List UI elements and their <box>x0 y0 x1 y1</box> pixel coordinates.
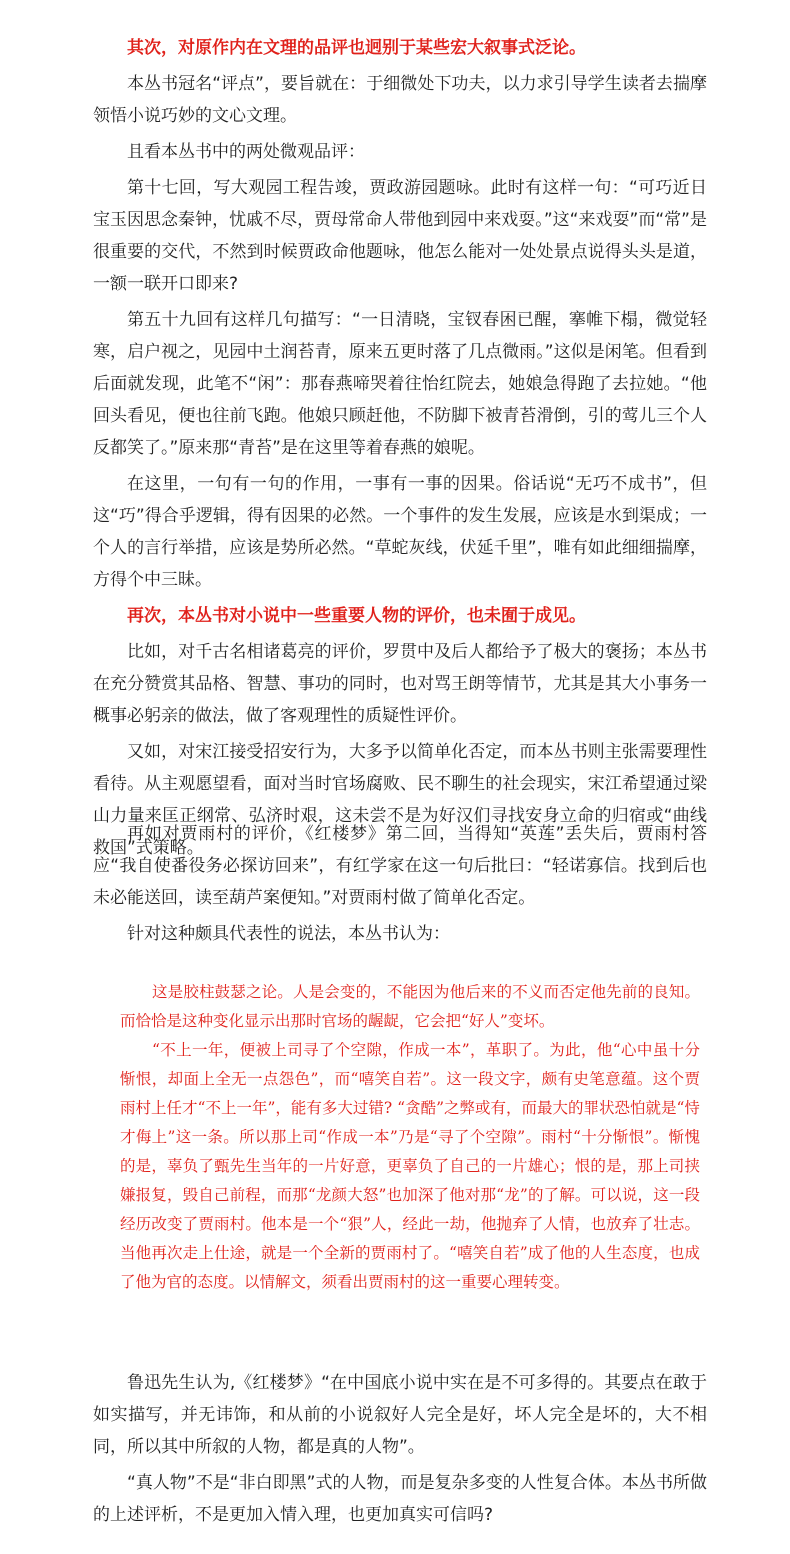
paragraph-title-explanation: 本丛书冠名“评点”，要旨就在：于细微处下功夫，以力求引导学生读者去揣摩领悟小说巧妙的文心文理。 <box>93 74 707 126</box>
paragraph-lu-xun: 鲁迅先生认为,《红楼梦》“在中国底小说中实在是不可多得的。其要点在敢于如实描写，并无讳饰，和从前的小说叙好人完全是好，坏人完全是坏的，大不相同，所以其中所叙的人物，都是真的人物”。 <box>93 1373 707 1457</box>
paragraph-chapter-59: 第五十九回有这样几句描写：“一日清晓，宝钗春困已醒，搴帷下榻，微觉轻寒，启户视之，见园中土润苔青，原来五更时落了几点微雨。”这似是闲笔。但看到后面就发现，此笔不“闲”：那春燕啼哭着往怡红院去，她娘急得跑了去拉她。“他回头看见，便也往前飞跑。他娘只顾赶他，不防脚下被青苔滑倒，引的莺儿三个人反都笑了。”原来那“青苔”是在这里等着春燕的娘呢。 <box>93 310 707 458</box>
paragraph-song-jiang: 又如，对宋江接受招安行为，大多予以简单化否定，而本丛书则主张需要理性看待。从主观愿望看，面对当时官场腐败、民不聊生的社会现实，宋江希望通过梁山力量来匡正纲常、弘济时艰，这未尝不是为好汉们寻找安身立命的归宿或“曲线救国”式策略。 <box>93 742 707 858</box>
heading-thirdly: 再次，本丛书对小说中一些重要人物的评价，也未囿于成见。 <box>127 606 586 626</box>
paragraph-intro-examples: 且看本丛书中的两处微观品评： <box>127 142 365 162</box>
section-jia-yucun <box>93 818 707 954</box>
paragraph-jia-yucun-evaluation: 再如对贾雨村的评价，《红楼梦》第二回，当得知“英莲”丢失后，贾雨村答应“我自使番役务必探访回来”，有红学家在这一句后批曰：“轻诺寡信。找到后也未必能送回，读至葫芦案便知。”对贾雨村做了简单化否定。 <box>93 824 707 908</box>
paragraph-chapter-17: 第十七回，写大观园工程告竣，贾政游园题咏。此时有这样一句：“可巧近日宝玉因思念秦钟，忧戚不尽，贾母常命人带他到园中来戏耍。”这“来戏耍”而“常”是很重要的交代，不然到时候贾政命他题咏，他怎么能对一处处景点说得头头是道，一额一联开口即来? <box>93 178 707 294</box>
section-lu-xun <box>93 1367 707 1535</box>
paragraph-series-view: 针对这种颇具代表性的说法，本丛书认为： <box>127 924 450 944</box>
quote-paragraph-1: 这是胶柱鼓瑟之论。人是会变的，不能因为他后来的不义而否定他先前的良知。而恰恰是这种变化显示出那时官场的龌龊，它会把“好人”变坏。 <box>120 983 700 1030</box>
paragraph-zhuge-liang: 比如，对千古名相诸葛亮的评价，罗贯中及后人都给予了极大的褒扬；本丛书在充分赞赏其品格、智慧、事功的同时，也对骂王朗等情节，尤其是其大小事务一概事必躬亲的做法，做了客观理性的质疑性评价。 <box>93 642 707 726</box>
paragraph-conclusion: “真人物”不是“非白即黑”式的人物，而是复杂多变的人性复合体。本丛书所做的上述评析，不是更加入情入理，也更加真实可信吗? <box>93 1473 707 1525</box>
quoted-commentary <box>120 978 700 1297</box>
heading-secondly: 其次，对原作内在文理的品评也迥别于某些宏大叙事式泛论。 <box>127 38 586 58</box>
paragraph-causality: 在这里，一句有一句的作用，一事有一事的因果。俗话说“无巧不成书”，但这“巧”得合乎逻辑，得有因果的必然。一个事件的发生发展，应该是水到渠成；一个人的言行举措，应该是势所必然。“草蛇灰线，伏延千里”，唯有如此细细揣摩，方得个中三昧。 <box>93 474 707 590</box>
quote-paragraph-2: “不上一年，便被上司寻了个空隙，作成一本”，革职了。为此，他“心中虽十分惭恨，却面上全无一点怨色”，而“嘻笑自若”。这一段文字，颇有史笔意蕴。这个贾雨村上任才“不上一年”，能有多大过错? “贪酷”之弊或有，而最大的罪状恐怕就是“恃才侮上”这一条。所以那上司“作成一本”乃是“寻了个空隙”。雨村“十分惭恨”。惭愧的是，辜负了甄先生当年的一片好意，更辜负了自己的一片雄心；恨的是，那上司挟嫌报复，毁自己前程，而那“龙颜大怒”也加深了他对那“龙”的了解。可以说，这一段经历改变了贾雨村。他本是一个“狠”人，经此一劫，他抛弃了人情，也放弃了壮志。当他再次走上仕途，就是一个全新的贾雨村了。“嘻笑自若”成了他的人生态度，也成了他为官的态度。以情解文，须看出贾雨村的这一重要心理转变。 <box>120 1041 700 1291</box>
section-commentary <box>93 32 707 868</box>
